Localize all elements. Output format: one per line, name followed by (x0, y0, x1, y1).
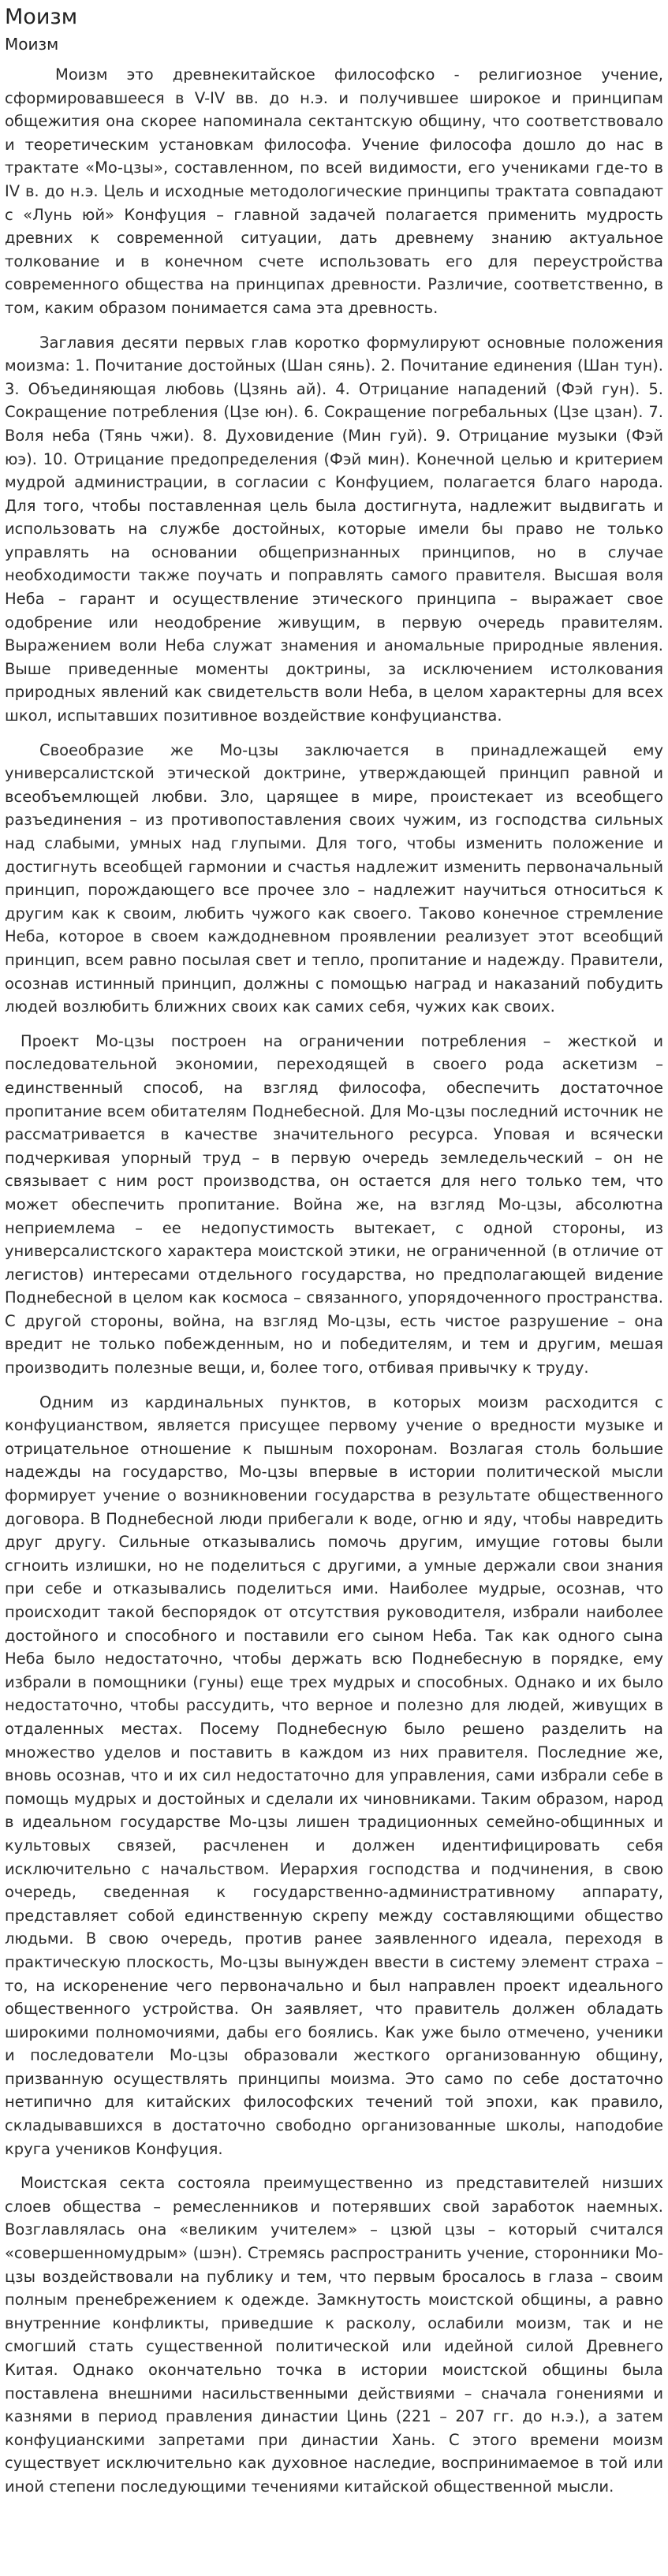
page-subtitle: Моизм (5, 35, 59, 54)
paragraph-mohist-sect: Моистская секта состояла преимущественно из представителей низших слоев общества – ремесленников и потерявших свой заработок наемных. Возглавлялась она «великим учителем» – цзюй цзы – который считался «совершенномудрым» (шэн). Стремясь распространить учение, сторонники Мо-цзы воздействовали на публику и тем, что первым бросалось в глаза – своим полным пренебрежением к одежде. Замкнутость моистской общины, а равно внутренние конфликты, приведшие к расколу, ослабили моизм, так и не смогший стать существенной политической или идейной силой Древнего Китая. Однако окончательно точка в истории моистской общины была поставлена внешними насильственными действиями – сначала гонениями и казнями в период правления династии Цинь (221 – 207 гг. до н.э.), а затем конфуцианскими запретами при династии Хань. С этого времени моизм существует исключительно как духовное наследие, воспринимаемое в той или иной степени последующими течениями китайской общественной мысли. (5, 2174, 663, 2496)
paragraph-intro: Моизм это древнекитайское философско - религиозное учение, сформировавшееся в V-IV вв. до н.э. и получившее широкое и принципам общежития она скорее напоминала сектантскую общину, что соответствовало и теоретическим установкам философа. Учение философа дошло до нас в трактате «Мо-цзы», составленном, по всей видимости, его учениками где-то в IV в. до н.э. Цель и исходные методологические принципы трактата совпадают с «Лунь юй» Конфуция – главной задачей полагается применить мудрость древних к современной ситуации, дать древнему знанию актуальное толкование и в конечном счете использовать его для переустройства современного общества на принципах древности. Различие, соответственно, в том, каким образом понимается сама эта древность. (5, 65, 663, 317)
paragraph-chapters: Заглавия десяти первых глав коротко формулируют основные положения моизма: 1. Почитание достойных (Шан сянь). 2. Почитание единения (Шан тун). 3. Объединяющая любовь (Цзянь ай). 4. Отрицание нападений (Фэй гун). 5. Сокращение потребления (Цзе юн). 6. Сокращение погребальных (Цзе цзан). 7. Воля неба (Тянь чжи). 8. Духовидение (Мин гуй). 9. Отрицание музыки (Фэй юэ). 10. Отрицание предопределения (Фэй мин). Конечной целью и критерием мудрой администрации, в согласии с Конфуцием, полагается благо народа. Для того, чтобы поставленная цель была достигнута, надлежит выдвигать и использовать на службе достойных, которые имели бы право не только управлять на основании общепризнанных принципов, но в случае необходимости также поучать и поправлять самого правителя. Высшая воля Неба – гарант и осуществление этического принципа – выражает свое одобрение или неодобрение живущим, в первую очередь правителям. Выражением воли Неба служат знамения и аномальные природные явления. Выше приведенные моменты доктрины, за исключением истолкования природных явлений как свидетельств воли Неба, в целом характерны для всех школ, испытавших позитивное воздействие конфуцианства. (5, 333, 663, 725)
paragraph-universal-love: Своеобразие же Мо-цзы заключается в принадлежащей ему универсалистской этической доктрине, утверждающей принцип равной и всеобъемлющей любви. Зло, царящее в мире, проистекает из всеобщего разъединения – из противопоставления своих чужим, из господства сильных над слабыми, умных над глупыми. Для того, чтобы изменить положение и достигнуть всеобщей гармонии и счастья надлежит изменить первоначальный принцип, порождающего все прочее зло – надлежит научиться относиться к другим как к своим, любить чужого как своего. Таково конечное стремление Неба, которое в своем каждодневном проявлении реализует этот всеобщий принцип, всем равно посылая свет и тепло, пропитание и надежду. Правители, осознав истинный принцип, должны с помощью наград и наказаний побудить людей возлюбить ближних своих как самих себя, чужих как своих. (5, 740, 663, 1016)
paragraph-consumption: Проект Мо-цзы построен на ограничении потребления – жесткой и последовательной экономии, переходящей в своего рода аскетизм – единственный способ, на взгляд философа, обеспечить достаточное пропитание всем обитателям Поднебесной. Для Мо-цзы последний источник не рассматривается в качестве значительного ресурса. Уповая и всячески подчеркивая упорный труд – в первую очередь земледельческий – он не связывает с ним рост производства, он остается для него только тем, что может обеспечить пропитание. Война же, на взгляд Мо-цзы, абсолютна неприемлема – ее недопустимость вытекает, с одной стороны, из универсалистского характера моистской этики, не ограниченной (в отличие от легистов) интересами отдельного государства, но предполагающей видение Поднебесной в целом как космоса – связанного, упорядоченного пространства. С другой стороны, война, на взгляд Мо-цзы, есть чистое разрушение – она вредит не только побежденным, но и победителям, и тем и другим, мешая производить полезные вещи, и, более того, отбивая привычку к труду. (5, 1031, 663, 1377)
page-title: Моизм (5, 5, 78, 29)
paragraph-state-theory: Одним из кардинальных пунктов, в которых моизм расходится с конфуцианством, является присущее первому учение о вредности музыке и отрицательное отношение к пышным похоронам. Возлагая столь большие надежды на государство, Мо-цзы впервые в истории политической мысли формирует учение о возникновении государства в результате общественного договора. В Поднебесной люди прибегали к воде, огню и яду, чтобы навредить друг другу. Сильные отказывались помочь другим, имущие готовы были сгноить излишки, но не поделиться с другими, а умные держали свои знания при себе и отказывались поделиться ими. Наиболее мудрые, осознав, что происходит такой беспорядок от отсутствия руководителя, избрали наиболее достойного и способного и поставили его сыном Неба. Так как одного сына Неба было недостаточно, чтобы держать всю Поднебесную в порядке, ему избрали в помощники (гуны) еще трех мудрых и способных. Однако и их было недостаточно, чтобы рассудить, что верное и полезно для людей, живущих в отдаленных местах. Посему Поднебесную было решено разделить на множество уделов и поставить в каждом из них правителя. Последние же, вновь осознав, что и их сил недостаточно для управления, сами избрали себе в помощь мудрых и достойных и сделали их чиновниками. Таким образом, народ в идеальном государстве Мо-цзы лишен традиционных семейно-общинных и культовых связей, расчленен и должен идентифицировать себя исключительно с начальством. Иерархия господства и подчинения, в свою очередь, сведенная к государственно-административному аппарату, представляет собой единственную скрепу между составляющими общество людьми. В свою очередь, против ранее заявленного идеала, переходя в практическую плоскость, Мо-цзы вынужден ввести в систему элемент страха – то, на искоренение чего первоначально и был направлен проект идеального общественного устройства. Он заявляет, что правитель должен обладать широкими полномочиями, дабы его боялись. Как уже было отмечено, ученики и последователи Мо-цзы образовали жесткого организованную общину, призванную осуществлять принципы моизма. Это само по себе достаточно нетипично для китайских философских течений той эпохи, как правило, складывавшихся в достаточно свободно организованные школы, наподобие круга учеников Конфуция. (5, 1392, 663, 2158)
